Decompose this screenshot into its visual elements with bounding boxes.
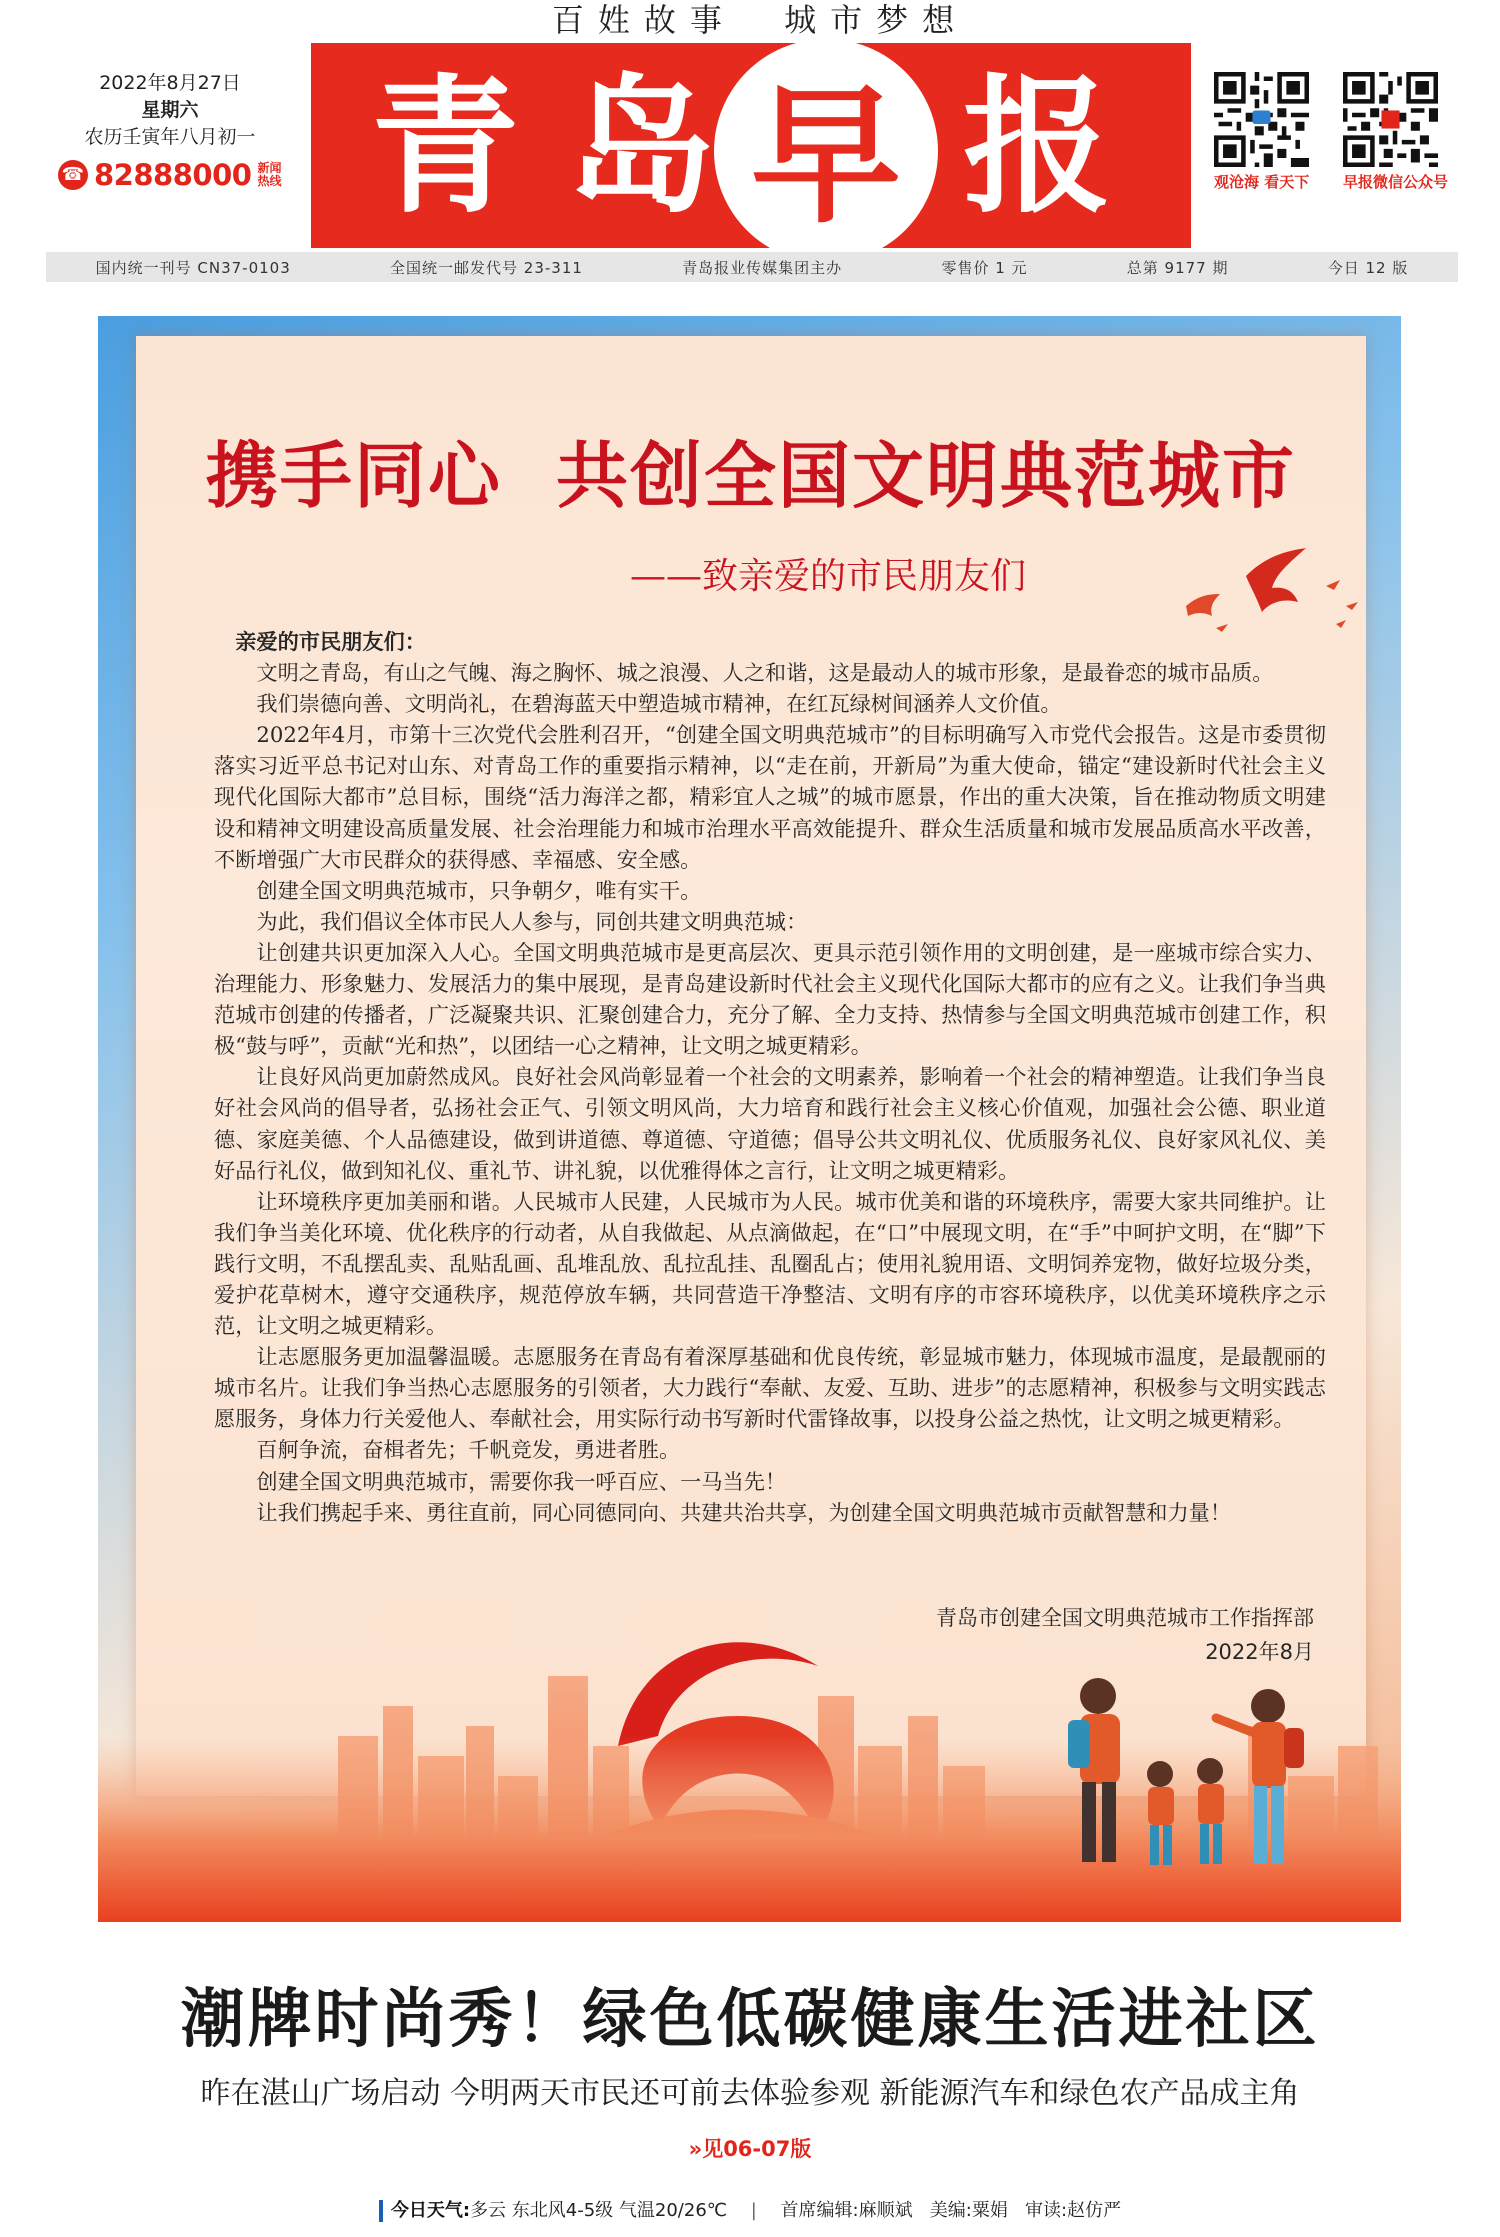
letter-paragraph: 创建全国文明典范城市，需要你我一呼百应、一马当先！ [256, 1468, 787, 1494]
reviewer: 审读:赵仿严 [1025, 2200, 1122, 2221]
letter-title: 携手同心 共创全国文明典范城市 [205, 433, 1297, 518]
qr-block-right [1343, 72, 1448, 192]
logo-char-bao: 报 [963, 59, 1111, 233]
qr-caption-right: 早报微信公众号 [1343, 173, 1449, 191]
designer: 美编:粟娟 [929, 2200, 1008, 2221]
wechat-qr-code-icon[interactable] [1343, 72, 1438, 167]
signature-organization: 青岛市创建全国文明典范城市工作指挥部 [936, 1606, 1314, 1630]
lunar-date: 农历壬寅年八月初一 [84, 126, 256, 148]
letter-paragraph: 文明之青岛，有山之气魄、海之胸怀、城之浪漫、人之和谐，这是最动人的城市形象，是最眷恋的城市品质。 [256, 660, 1274, 686]
newspaper-logo [311, 43, 1191, 248]
feature-headline: 潮牌时尚秀！绿色低碳健康生活进社区 [180, 1982, 1320, 2057]
letter-body [214, 626, 1326, 1528]
civilization-letter-poster [98, 316, 1401, 1922]
logo-char-dao: 岛 [567, 59, 715, 233]
logo-char-zao: 早 [750, 68, 902, 244]
letter-paragraph: 让志愿服务更加温馨温暖。志愿服务在青岛有着深厚基础和优良传统，彰显城市魅力，体现城市温度，是最靓丽的城市名片。让我们争当热心志愿服务的引领者，大力践行“奉献、友爱、互助、进步”的志愿精神，积极参与文明实践志愿服务，身体力行关爱他人、奉献社会，用实际行动书写新时代雷锋故事，以投身公益之热忱，让文明之城更精彩。 [214, 1344, 1326, 1432]
hotline-number: 82888000 [94, 158, 252, 192]
qr-code-icon[interactable] [1214, 72, 1309, 167]
letter-paragraph: 让环境秩序更加美丽和谐。人民城市人民建，人民城市为人民。城市优美和谐的环境秩序，需要大家共同维护。让我们争当美化环境、优化秩序的行动者，从自我做起、从点滴做起，在“口”中展现文明，在“手”中呵护文明，在“脚”下践行文明，不乱摆乱卖、乱贴乱画、乱堆乱放、乱拉乱挂、乱圈乱占；使用礼貌用语、文明饲养宠物，做好垃圾分类，爱护花草树木，遵守交通秩序，规范停放车辆，共同营造干净整洁、文明有序的市容环境秩序，以优美环境秩序之示范，让文明之城更精彩。 [214, 1188, 1326, 1339]
qr-caption-left: 观沧海 看天下 [1214, 173, 1310, 191]
letter-paragraph: 让良好风尚更加蔚然成风。良好社会风尚彰显着一个社会的文明素养，影响着一个社会的精神塑造。让我们争当良好社会风尚的倡导者，弘扬社会正气、引领文明风尚，大力培育和践行社会主义核心价值观，加强社会公德、职业道德、家庭美德、个人品德建设，做到讲道德、尊道德、守道德；倡导公共文明礼仪、优质服务礼仪、良好家风礼仪、美好品行礼仪，做到知礼仪、重礼节、讲礼貌，以优雅得体之言行，让文明之城更精彩。 [214, 1064, 1326, 1183]
issue-date-block [50, 70, 290, 151]
info-page-count: 今日 12 版 [1327, 258, 1409, 277]
weather-info: 多云 东北风4-5级 气温20/26℃ [470, 2200, 727, 2221]
letter-paragraph: 让创建共识更加深入人心。全国文明典范城市是更高层次、更具示范引领作用的文明创建，是一座城市综合实力、治理能力、形象魅力、发展活力的集中展现，是青岛建设新时代社会主义现代化国际大都市的应有之义。让我们争当典范城市创建的传播者，广泛凝聚共识、汇聚创建合力，充分了解、全力支持、热情参与全国文明典范城市创建工作，积极“鼓与呼”，贡献“光和热”，以团结一心之精神，让文明之城更精彩。 [214, 939, 1326, 1059]
chief-editor: 首席编辑:麻顺斌 [780, 2200, 913, 2221]
logo-visible-chars [371, 59, 1111, 233]
letter-greeting: 亲爱的市民朋友们： [235, 629, 426, 654]
info-cn-number: 国内统一刊号 CN37-0103 [95, 258, 291, 277]
phone-icon: ☎ [58, 160, 88, 190]
footer-accent-bar [379, 2200, 383, 2222]
info-price: 零售价 1 元 [941, 258, 1028, 277]
letter-paragraph: 为此，我们倡议全体市民人人参与，同创共建文明典范城： [256, 908, 808, 934]
page-footer [0, 2196, 1500, 2222]
footer-divider: | [750, 2200, 757, 2221]
logo-char-qing: 青 [371, 59, 519, 233]
signature-date: 2022年8月 [1205, 1640, 1314, 1664]
news-hotline [58, 158, 285, 192]
weather-label: 今日天气: [390, 2200, 471, 2221]
letter-subtitle: ——致亲爱的市民朋友们 [630, 556, 1027, 597]
masthead-slogan: 百姓故事 城市梦想 [551, 1, 969, 39]
feature-deck: 昨在湛山广场启动 今明两天市民还可前去体验参观 新能源汽车和绿色农产品成主角 [200, 2076, 1300, 2111]
page-reference-link[interactable]: »见06-07版 [688, 2137, 812, 2161]
issue-date: 2022年8月27日 [99, 72, 241, 94]
hotline-tag: 新闻热线 [257, 161, 282, 188]
info-issue-number: 总第 9177 期 [1126, 258, 1229, 277]
letter-paragraph: 创建全国文明典范城市，只争朝夕，唯有实干。 [256, 877, 702, 903]
city-family-illustration [98, 1496, 1401, 1922]
letter-paragraph: 2022年4月，市第十三次党代会胜利召开，“创建全国文明典范城市”的目标明确写入市党代会报告。这是市委贯彻落实习近平总书记对山东、对青岛工作的重要指示精神，以“走在前，开新局”为重大使命，锚定“建设新时代社会主义现代化国际大都市”总目标，围绕“活力海洋之都，精彩宜人之城”的城市愿景，作出的重大决策，旨在推动物质文明建设和精神文明建设高质量发展、社会治理能力和城市治理水平高效能提升、群众生活质量和城市发展品质高水平改善，不断增强广大市民群众的获得感、幸福感、安全感。 [214, 722, 1326, 872]
qr-block-left [1214, 72, 1309, 192]
info-postal-code: 全国统一邮发代号 23-311 [390, 258, 583, 277]
letter-paragraph: 百舸争流，奋楫者先；千帆竞发，勇进者胜。 [256, 1437, 681, 1463]
letter-paragraph: 让我们携起手来、勇往直前，同心同德同向、共建共治共享，为创建全国文明典范城市贡献智慧和力量！ [256, 1499, 1232, 1525]
letter-paragraph: 我们崇德向善、文明尚礼，在碧海蓝天中塑造城市精神，在红瓦绿树间涵养人文价值。 [256, 691, 1062, 717]
info-publisher: 青岛报业传媒集团主办 [682, 258, 843, 277]
publication-info-bar [46, 252, 1458, 282]
issue-weekday: 星期六 [141, 99, 199, 121]
